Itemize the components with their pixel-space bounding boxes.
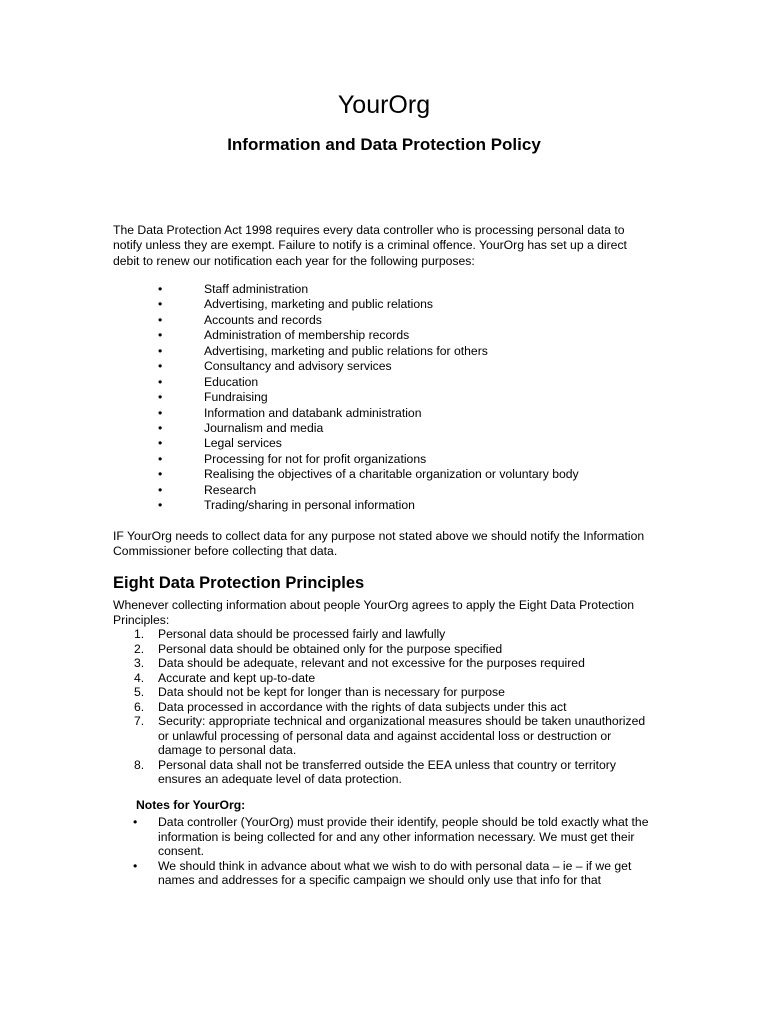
principle-text: Personal data shall not be transferred outside the EEA unless that country or territory ensures an adequate level of data protection. bbox=[158, 757, 616, 786]
bullet-icon: • bbox=[158, 343, 163, 358]
purpose-item bbox=[113, 297, 673, 312]
purpose-item bbox=[113, 328, 673, 343]
principle-number: 7. bbox=[134, 714, 145, 728]
principle-text: Personal data should be obtained only for the purpose specified bbox=[158, 641, 503, 656]
bullet-icon: • bbox=[158, 405, 163, 420]
bullet-icon: • bbox=[158, 390, 163, 405]
note-text: We should think in advance about what we wish to do with personal data – ie – if we get names and addresses for a specific campaign we should only use that info for that bbox=[158, 858, 632, 888]
principle-item bbox=[113, 642, 658, 657]
document-title: Information and Data Protection Policy bbox=[227, 135, 541, 154]
principle-item bbox=[113, 627, 658, 642]
principle-item bbox=[113, 656, 658, 671]
note-text: Data controller (YourOrg) must provide their identify, people should be told exactly what the information is being collected for and any other information necessary. We must get their consent. bbox=[158, 815, 649, 859]
note-item bbox=[113, 859, 658, 888]
note-item bbox=[113, 815, 658, 859]
notes-list bbox=[113, 815, 658, 888]
principle-number: 4. bbox=[134, 670, 145, 685]
bullet-icon: • bbox=[158, 359, 163, 374]
bullet-icon: • bbox=[158, 498, 163, 513]
principle-item bbox=[113, 685, 658, 700]
intro-paragraph: The Data Protection Act 1998 requires every data controller who is processing personal data to notify unless they are exempt. Failure to notify is a criminal offence. YourOrg has set up a direct debit to renew our notification each year for the following purposes: bbox=[113, 223, 627, 268]
principle-item bbox=[113, 700, 658, 715]
org-title: YourOrg bbox=[337, 91, 431, 119]
purpose-item bbox=[113, 313, 673, 328]
principle-text: Personal data should be processed fairly and lawfully bbox=[158, 627, 446, 641]
purpose-text: Trading/sharing in personal information bbox=[204, 498, 415, 513]
purpose-text: Fundraising bbox=[204, 390, 268, 405]
purpose-text: Staff administration bbox=[204, 282, 309, 296]
principle-number: 8. bbox=[134, 757, 145, 772]
principles-list bbox=[113, 627, 658, 787]
notify-paragraph: IF YourOrg needs to collect data for any purpose not stated above we should notify the Information Commissioner before collecting that data. bbox=[113, 529, 645, 559]
purpose-text: Realising the objectives of a charitable organization or voluntary body bbox=[204, 467, 579, 482]
bullet-icon: • bbox=[158, 467, 163, 482]
purpose-item bbox=[113, 436, 673, 451]
purpose-text: Research bbox=[204, 482, 257, 497]
principles-heading: Eight Data Protection Principles bbox=[113, 574, 365, 592]
principle-text: Data should not be kept for longer than is necessary for purpose bbox=[158, 685, 505, 699]
principle-text: Security: appropriate technical and organizational measures should be taken unauthorized or unlawful processing of personal data and against accidental loss or destruction or damage to personal data. bbox=[158, 714, 646, 757]
bullet-icon: • bbox=[158, 282, 163, 296]
purpose-text: Consultancy and advisory services bbox=[204, 359, 392, 374]
purpose-text: Legal services bbox=[204, 436, 282, 451]
bullet-icon: • bbox=[133, 815, 138, 829]
purpose-text: Processing for not for profit organizations bbox=[204, 451, 427, 466]
principle-number: 1. bbox=[134, 627, 145, 641]
bullet-icon: • bbox=[158, 420, 163, 435]
bullet-icon: • bbox=[158, 374, 163, 389]
purpose-item bbox=[113, 406, 673, 421]
bullet-icon: • bbox=[158, 482, 163, 497]
purpose-item bbox=[113, 467, 673, 482]
principle-number: 3. bbox=[134, 656, 145, 670]
purpose-item bbox=[113, 483, 673, 498]
purpose-item bbox=[113, 452, 673, 467]
bullet-icon: • bbox=[158, 312, 163, 327]
principle-number: 2. bbox=[134, 641, 145, 656]
purpose-item bbox=[113, 375, 673, 390]
principle-item bbox=[113, 714, 658, 758]
purpose-item bbox=[113, 390, 673, 405]
purpose-item bbox=[113, 344, 673, 359]
principle-number: 5. bbox=[134, 685, 145, 699]
purposes-list bbox=[113, 282, 673, 514]
principle-text: Data processed in accordance with the rights of data subjects under this act bbox=[158, 699, 567, 714]
purpose-item bbox=[113, 359, 673, 374]
purpose-text: Information and databank administration bbox=[204, 405, 422, 420]
bullet-icon: • bbox=[158, 297, 163, 312]
bullet-icon: • bbox=[158, 451, 163, 466]
purpose-text: Journalism and media bbox=[204, 420, 324, 435]
bullet-icon: • bbox=[158, 436, 163, 451]
bullet-icon: • bbox=[133, 858, 138, 873]
purpose-text: Advertising, marketing and public relations bbox=[204, 297, 433, 312]
bullet-icon: • bbox=[158, 328, 163, 343]
purpose-item bbox=[113, 421, 673, 436]
purpose-text: Advertising, marketing and public relations for others bbox=[204, 343, 488, 358]
principle-item bbox=[113, 671, 658, 686]
purpose-text: Administration of membership records bbox=[204, 328, 410, 343]
principle-number: 6. bbox=[134, 699, 145, 714]
principle-text: Data should be adequate, relevant and not excessive for the purposes required bbox=[158, 656, 585, 670]
purpose-text: Accounts and records bbox=[204, 312, 322, 327]
purpose-item bbox=[113, 498, 673, 513]
purpose-text: Education bbox=[204, 374, 259, 389]
purpose-item bbox=[113, 282, 673, 297]
notes-heading: Notes for YourOrg: bbox=[136, 798, 246, 812]
principle-item bbox=[113, 758, 658, 787]
principle-text: Accurate and kept up-to-date bbox=[158, 670, 316, 685]
principles-intro: Whenever collecting information about people YourOrg agrees to apply the Eight Data Protection Principles: bbox=[113, 598, 634, 628]
